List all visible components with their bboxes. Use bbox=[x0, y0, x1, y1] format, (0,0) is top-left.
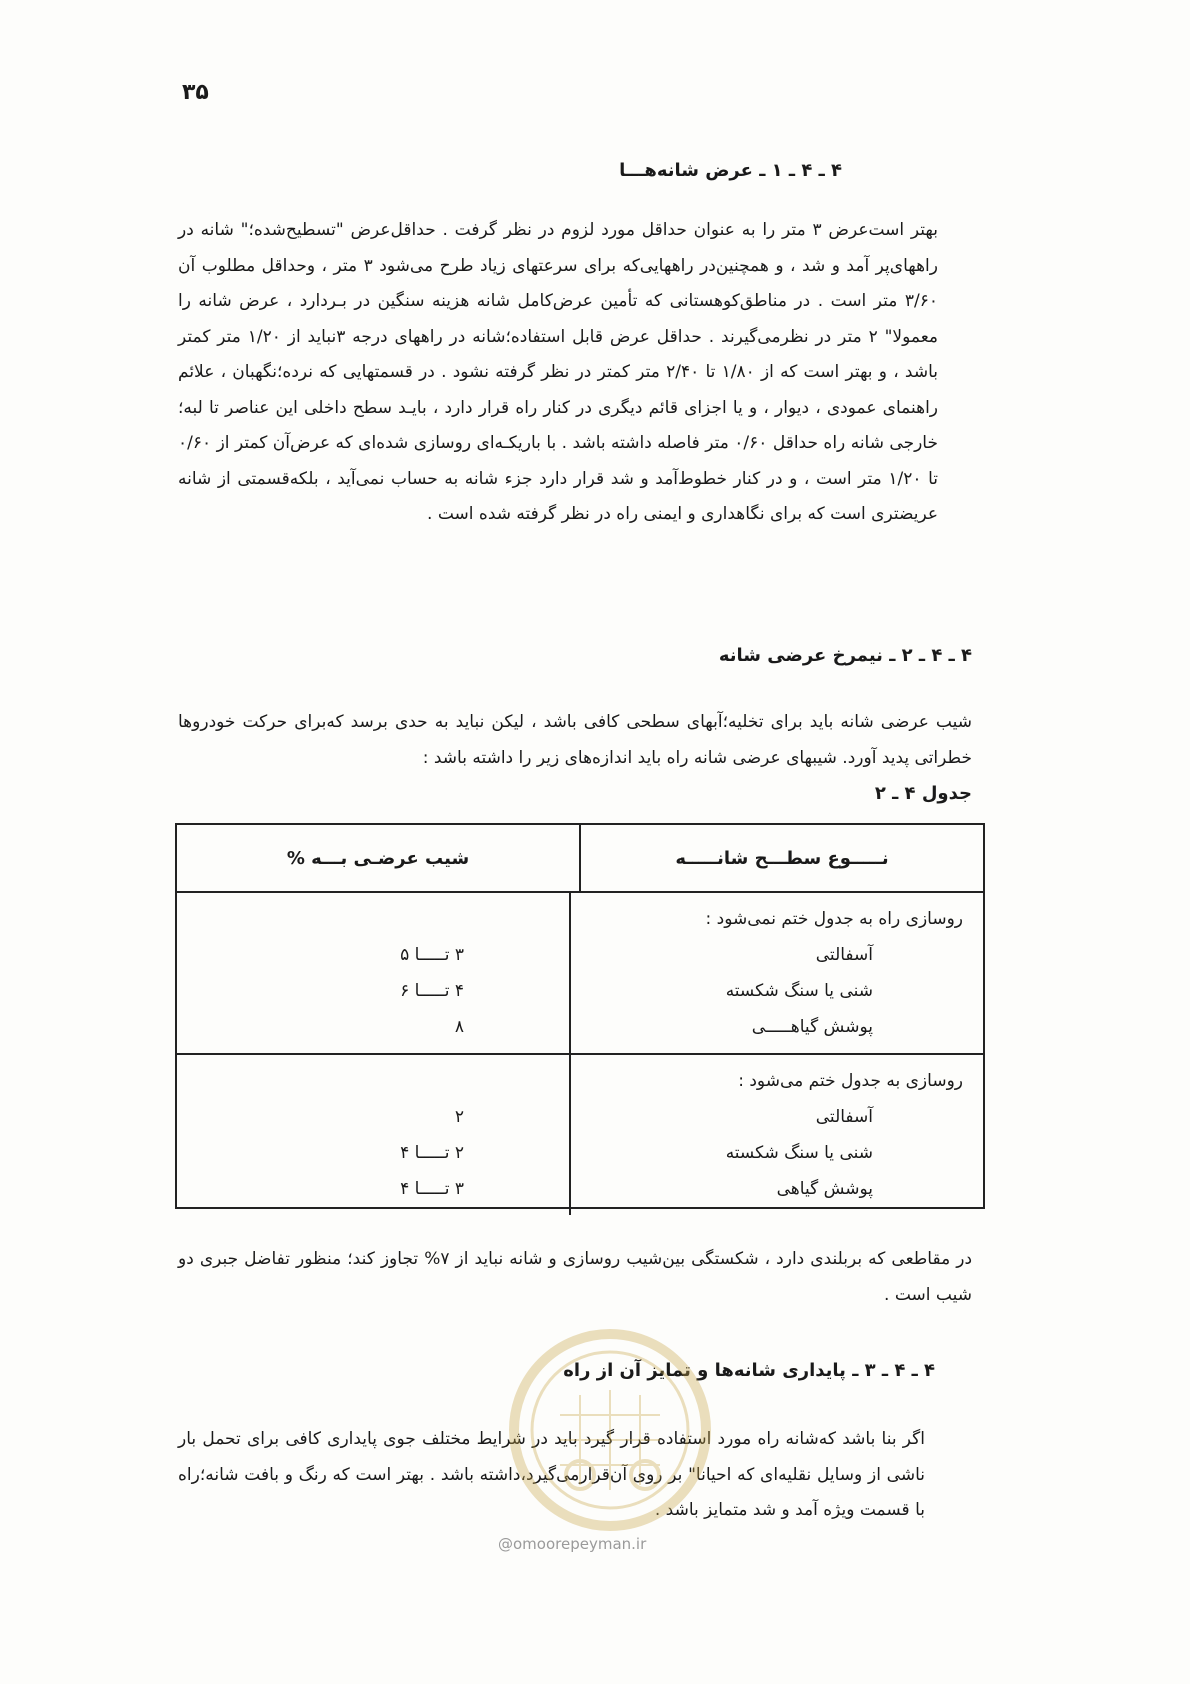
section-heading-shoulder-stability: ۴ ـ ۴ ـ ۳ ـ پایداری شانه‌ها و تمایز آن از راه bbox=[563, 1360, 935, 1381]
paragraph: اگر بنا باشد که‌شانه راه مورد استفاده قرار گیرد باید در شرایط مختلف جوی پایداری کافی برای تحمل بار ناشی از وسایل نقلیه‌ای که احیانا" بر روی آن‌قرارمی‌گیرد،داشته باشد . بهتر است که رنگ و بافت شانه؛راه با قسمت ویژه آمد و شد متمایز باشد . bbox=[178, 1429, 925, 1520]
table-cell-slope: ۳ تـــــا ۴ bbox=[400, 1179, 464, 1199]
group-title: روسازی راه به جدول ختم نمی‌شود : bbox=[705, 909, 963, 929]
section-body-shoulder-cross-section bbox=[178, 705, 972, 776]
header-cross-slope: شیب عرضـی بـــه % bbox=[286, 847, 470, 869]
spacer bbox=[177, 901, 569, 937]
slope-column bbox=[177, 893, 569, 1053]
after-table-note bbox=[178, 1242, 972, 1313]
table-cell-slope: ۳ تـــــا ۵ bbox=[400, 945, 464, 965]
header-surface-type: نـــــوع سطـــح شانـــــه bbox=[579, 825, 983, 891]
surface-type-column bbox=[569, 893, 983, 1053]
table-cell-slope: ۲ تـــــا ۴ bbox=[400, 1143, 464, 1163]
group-title: روسازی به جدول ختم می‌شود : bbox=[738, 1071, 963, 1091]
slope-table bbox=[175, 823, 985, 1209]
table-cell-slope: ۲ bbox=[454, 1107, 464, 1127]
table-cell-slope: ۴ تـــــا ۶ bbox=[400, 981, 464, 1001]
table-cell-slope: ۸ bbox=[454, 1017, 464, 1037]
section-heading-shoulder-cross-section: ۴ ـ ۴ ـ ۲ ـ نیمرخ عرضی شانه bbox=[718, 645, 972, 666]
slope-column bbox=[177, 1055, 569, 1215]
paragraph: شیب عرضی شانه باید برای تخلیه؛آبهای سطحی کافی باشد ، لیکن نباید به حدی برسد که‌برای حرکت خودروها خطراتی پدید آورد. شیبهای عرضی شانه راه باید اندازه‌های زیر را داشته باشد : bbox=[178, 712, 972, 768]
spacer bbox=[177, 1063, 569, 1099]
table-group-no-curb bbox=[177, 893, 983, 1055]
table-cell-type: آسفالتی bbox=[815, 1107, 873, 1127]
section-heading-shoulder-width: ۴ ـ ۴ ـ ۱ ـ عرض شانه‌هـــا bbox=[619, 160, 842, 181]
paragraph: بهتر است‌عرض ۳ متر را به عنوان حداقل مورد لزوم در نظر گرفت . حداقل‌عرض "تسطیح‌شده؛" شانه در راههای‌پر آمد و شد ، و همچنین‌در راههایی‌که برای سرعتهای زیاد طرح می‌شود ۳ متر ، وحداقل مطلوب آن ۳/۶۰ متر است . در مناطق‌کوهستانی که تأمین عرض‌کامل شانه هزینه سنگین در بـردارد ، عرض شانه را معمولا" ۲ متر در نظرمی‌گیرند . حداقل عرض قابل استفاده؛شانه در راههای درجه ۳نباید از ۱/۲۰ متر کمتر باشد ، و بهتر است که از ۱/۸۰ تا ۲/۴۰ متر کمتر در نظر گرفته نشود . در قسمتهایی که نرده؛نگهبان ، علائم راهنمای عمودی ، دیوار ، و یا اجزای قائم دیگری در کنار راه قرار دارد ، بایـد سطح داخلی این عناصر تا لبه؛خارجی شانه راه حداقل ۰/۶۰ متر فاصله داشته باشد . با باریکـه‌ای روسازی شده‌ای که عرض‌آن کمتر از ۰/۶۰ تا ۱/۲۰ متر است ، و در کنار خطوط‌آمد و شد قرار دارد جزء شانه به حساب نمی‌آید ، بلکه‌قسمتی از شانه عریضتری است که برای نگاهداری و ایمنی راه در نظر گرفته شده است . bbox=[178, 220, 939, 524]
table-caption: جدول ۴ ـ ۲ bbox=[874, 783, 972, 804]
table-cell-type: آسفالتی bbox=[815, 945, 873, 965]
section-body-shoulder-width bbox=[178, 213, 938, 533]
watermark-seal-icon bbox=[505, 1325, 715, 1535]
table-cell-type: شنی یا سنگ شکسته bbox=[725, 1143, 873, 1163]
table-header-row bbox=[177, 825, 983, 893]
surface-type-column bbox=[569, 1055, 983, 1215]
table-cell-type: شنی یا سنگ شکسته bbox=[725, 981, 873, 1001]
watermark-text: @omoorepeyman.ir bbox=[498, 1535, 647, 1553]
paragraph: در مقاطعی که بربلندی دارد ، شکستگی بین‌شیب روسازی و شانه نباید از ۷% تجاوز کند؛ منظور تفاضل جبری دو شیب است . bbox=[178, 1249, 973, 1305]
page-number: ۳۵ bbox=[182, 80, 209, 105]
table-cell-type: پوشش گیاهی bbox=[776, 1179, 873, 1199]
table-cell-type: پوشش گیاهـــــی bbox=[751, 1017, 873, 1037]
table-group-curb bbox=[177, 1055, 983, 1215]
